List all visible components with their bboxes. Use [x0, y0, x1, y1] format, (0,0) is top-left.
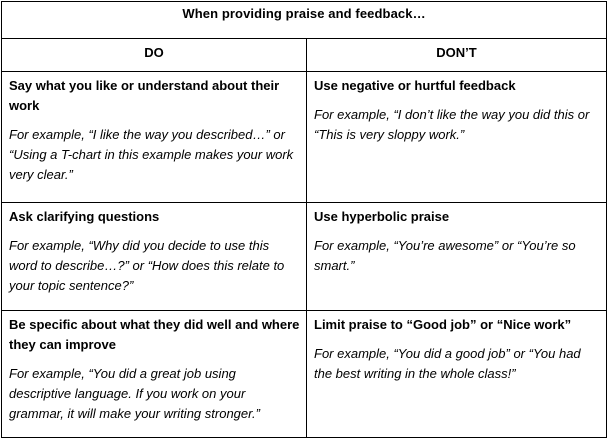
dont-example: For example, “You did a good job” or “You had the best writing in the whole class!” [314, 346, 581, 381]
table-row [2, 311, 607, 438]
dont-cell [307, 203, 607, 311]
do-guideline: Be specific about what they did well and where they can improve [9, 317, 300, 352]
dont-example: For example, “I don’t like the way you did this or “This is very sloppy work.” [314, 107, 590, 142]
do-guideline: Say what you like or understand about their work [9, 78, 280, 113]
title-row [2, 2, 607, 39]
praise-feedback-table [1, 1, 607, 438]
do-example: For example, “I like the way you described…” or “Using a T-chart in this example makes your work very clear.” [9, 127, 294, 182]
do-guideline: Ask clarifying questions [9, 209, 160, 224]
table-row [2, 203, 607, 311]
do-example: For example, “You did a great job using descriptive language. If you work on your grammar, it will make your writing stronger.” [9, 366, 260, 421]
dont-guideline: Use negative or hurtful feedback [314, 78, 516, 93]
dont-guideline: Use hyperbolic praise [314, 209, 450, 224]
do-cell [2, 203, 307, 311]
column-header-do: DO [2, 39, 307, 72]
dont-guideline: Limit praise to “Good job” or “Nice work” [314, 317, 572, 332]
dont-cell [307, 311, 607, 438]
table-row [2, 72, 607, 203]
header-row [2, 39, 607, 72]
do-cell [2, 311, 307, 438]
column-header-dont: DON’T [307, 39, 607, 72]
do-cell [2, 72, 307, 203]
dont-cell [307, 72, 607, 203]
do-example: For example, “Why did you decide to use this word to describe…?” or “How does this relate to your topic sentence?” [9, 238, 285, 293]
dont-example: For example, “You’re awesome” or “You’re so smart.” [314, 238, 576, 273]
table-title: When providing praise and feedback… [2, 2, 607, 39]
